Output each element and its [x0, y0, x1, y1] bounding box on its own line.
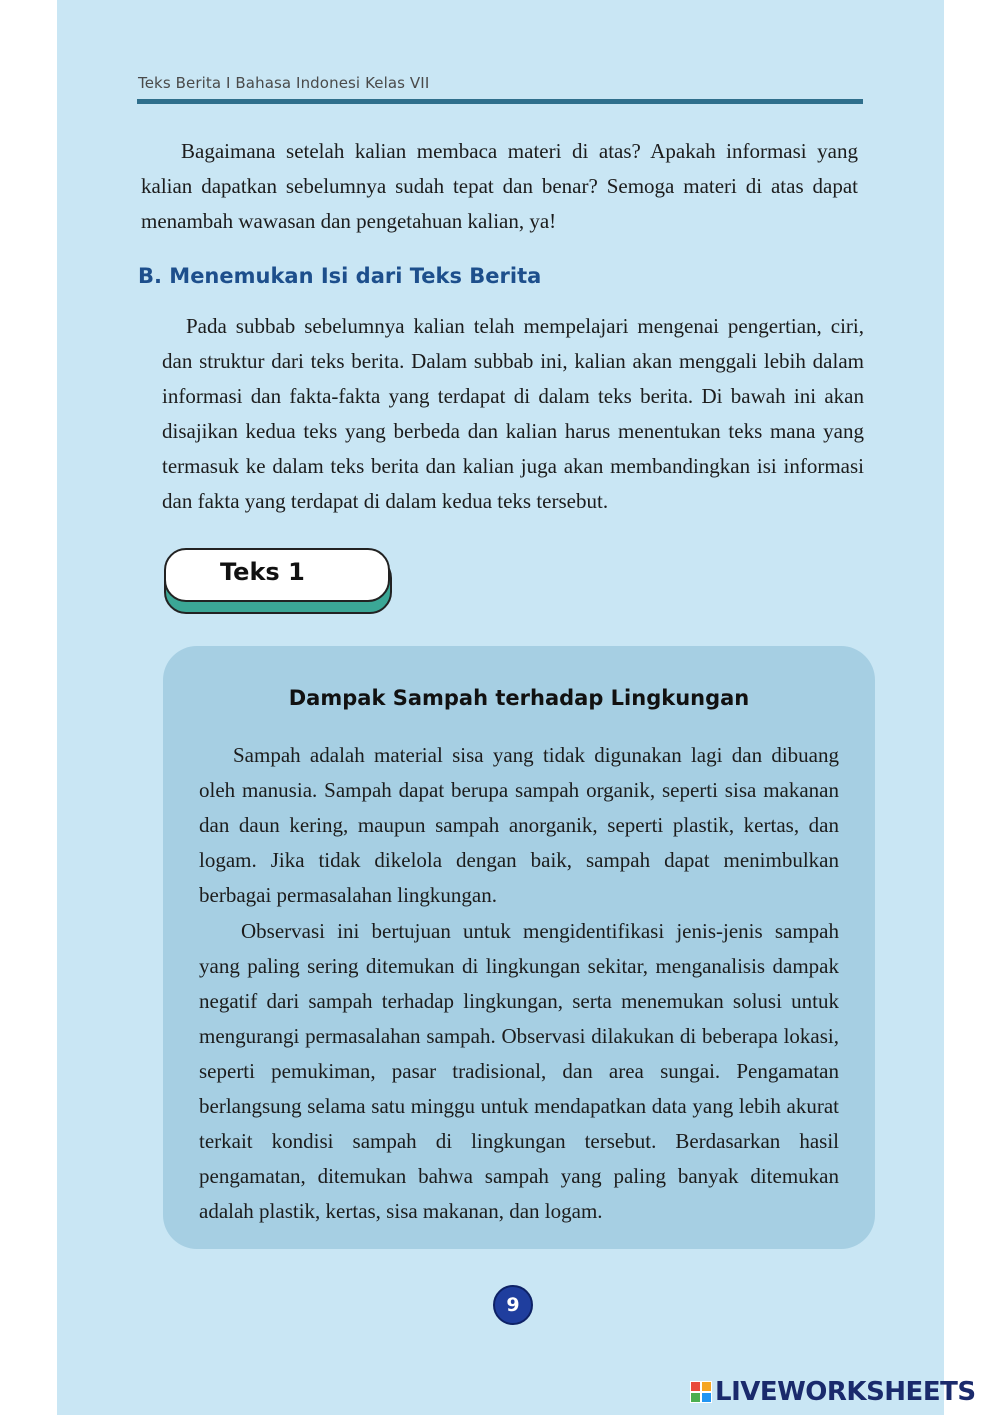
text-box-title: Dampak Sampah terhadap Lingkungan — [288, 686, 750, 710]
page-number-badge: 9 — [493, 1285, 533, 1325]
intro-paragraph — [141, 134, 858, 239]
text-label-badge — [162, 546, 392, 612]
section-paragraph — [162, 309, 864, 519]
liveworksheets-brand[interactable] — [690, 1376, 976, 1408]
intro-paragraph-text: Bagaimana setelah kalian membaca materi di atas? Apakah informasi yang kalian dapatkan sebelumnya sudah tepat dan benar? Semoga materi di atas dapat menambah wawasan dan pengetahuan kalian, ya! — [141, 139, 858, 233]
text-box-paragraph-1 — [199, 738, 839, 913]
header-divider — [137, 99, 863, 104]
text-box-paragraph-2-text: Observasi ini bertujuan untuk mengidentifikasi jenis-jenis sampah yang paling sering ditemukan di lingkungan sekitar, menganalisis dampak negatif dari sampah terhadap lingkungan, serta menemukan solusi untuk mengurangi permasalahan sampah. Observasi dilakukan di beberapa lokasi, seperti pemukiman, pasar tradisional, dan area sungai. Pengamatan berlangsung selama satu minggu untuk mendapatkan data yang lebih akurat terkait kondisi sampah di lingkungan tersebut. Berdasarkan hasil pengamatan, ditemukan bahwa sampah yang paling banyak ditemukan adalah plastik, kertas, sisa makanan, dan logam. — [199, 919, 839, 1223]
section-heading: B. Menemukan Isi dari Teks Berita — [138, 264, 542, 288]
brand-name: LIVEWORKSHEETS — [715, 1377, 976, 1407]
text-box — [163, 646, 875, 1249]
liveworksheets-logo-icon — [690, 1381, 712, 1403]
section-paragraph-text: Pada subbab sebelumnya kalian telah mempelajari mengenai pengertian, ciri, dan struktur dari teks berita. Dalam subbab ini, kalian akan menggali lebih dalam informasi dan fakta-fakta yang terdapat di dalam teks berita. Di bawah ini akan disajikan kedua teks yang berbeda dan kalian harus menentukan teks mana yang termasuk ke dalam teks berita dan kalian juga akan membandingkan isi informasi dan fakta yang terdapat di dalam kedua teks tersebut. — [162, 314, 864, 513]
text-box-paragraph-2 — [199, 914, 839, 1229]
text-label: Teks 1 — [220, 558, 305, 586]
text-box-paragraph-1-text: Sampah adalah material sisa yang tidak digunakan lagi dan dibuang oleh manusia. Sampah dapat berupa sampah organik, seperti sisa makanan dan daun kering, maupun sampah anorganik, seperti plastik, kertas, dan logam. Jika tidak dikelola dengan baik, sampah dapat menimbulkan berbagai permasalahan lingkungan. — [199, 743, 839, 907]
running-header: Teks Berita I Bahasa Indonesi Kelas VII — [138, 74, 430, 92]
